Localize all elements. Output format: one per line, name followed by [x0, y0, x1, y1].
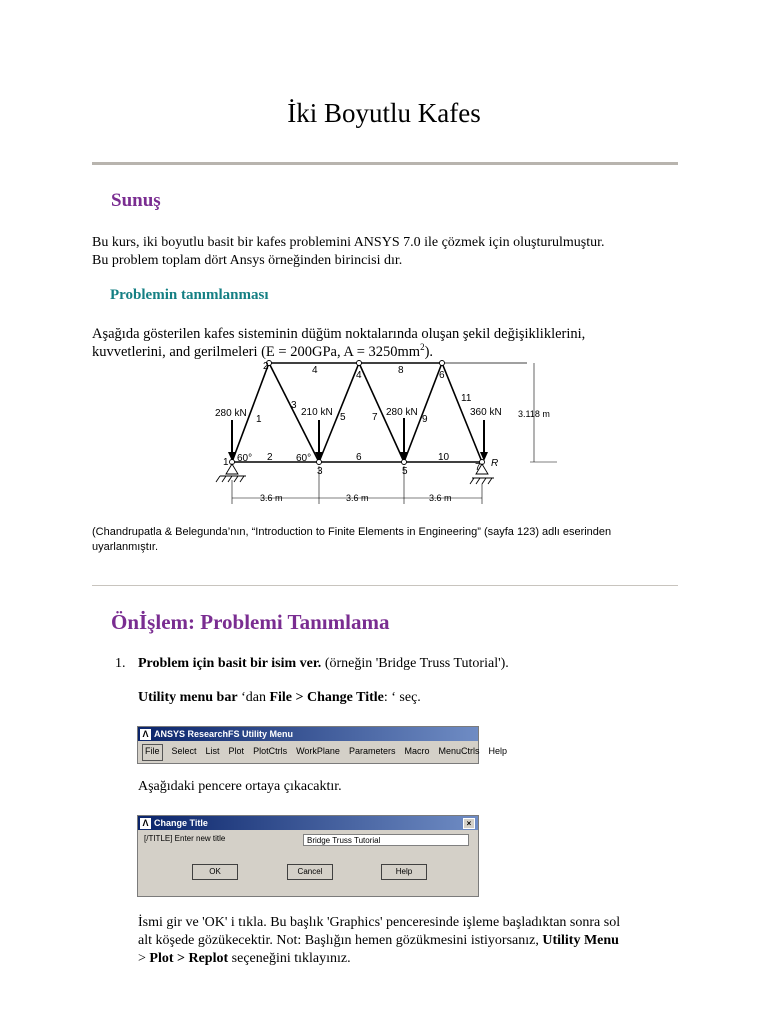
angle-label: 60° — [296, 453, 312, 464]
node-label: 5 — [402, 466, 408, 477]
node-label: 4 — [356, 370, 362, 381]
problem-description — [92, 325, 692, 361]
span-label: 3.6 m — [429, 493, 452, 503]
menu-item-list[interactable]: List — [205, 746, 220, 756]
span-label: 3.6 m — [346, 493, 369, 503]
utility-menu-bar-text: Utility menu bar — [138, 690, 238, 705]
desc-line-2: kuvvetlerini, and gerilmeleri (E = 200GPa, A = 3250mm — [92, 344, 421, 360]
menu-item-parameters[interactable]: Parameters — [348, 746, 396, 756]
ok-button[interactable]: OK — [192, 864, 238, 880]
final-plot-replot: Plot > Replot — [149, 951, 229, 966]
dialog-titlebar — [138, 816, 478, 830]
load-label: 280 kN — [386, 407, 418, 418]
element-label: 4 — [312, 365, 318, 376]
step-1 — [115, 655, 509, 673]
node-label: 6 — [439, 370, 445, 381]
section-heading-problem: Problemin tanımlanması — [110, 287, 269, 303]
element-label: 1 — [256, 414, 262, 425]
height-label: 3.118 m — [518, 409, 550, 419]
reaction-label: R — [491, 458, 499, 469]
element-label: 6 — [356, 452, 362, 463]
section-heading-onislem: Önİşlem: Problemi Tanımlama — [111, 610, 390, 634]
element-label: 11 — [461, 393, 472, 404]
element-label: 10 — [438, 452, 450, 463]
desc-line-1: Aşağıda gösterilen kafes sisteminin düğüm noktalarında oluşan şekil değişikliklerini, — [92, 326, 586, 342]
truss-diagram — [212, 358, 557, 510]
menu-item-file[interactable]: File — [142, 744, 163, 761]
node-label: 1 — [223, 457, 229, 468]
intro-line-1: Bu kurs, iki boyutlu basit bir kafes problemini ANSYS 7.0 ile çözmek için oluşturulmuştur. — [92, 235, 605, 250]
element-label: 5 — [340, 412, 346, 423]
menu-item-macro[interactable]: Macro — [404, 746, 430, 756]
utility-menu-screenshot — [137, 726, 508, 764]
step-rest: (örneğin 'Bridge Truss Tutorial'). — [321, 656, 509, 671]
menu-item-help[interactable]: Help — [488, 746, 508, 756]
step-bold: Problem için basit bir isim ver. — [138, 656, 322, 671]
final-utility-menu: Utility Menu — [542, 933, 619, 948]
ansys-logo-icon: Λ — [140, 818, 151, 829]
title-field-label: [/TITLE] Enter new title — [144, 834, 226, 843]
menu-item-plot[interactable]: Plot — [228, 746, 245, 756]
final-line-2: alt köşede gözükecektir. Not: Başlığın hemen gözükmesini istiyorsanız, — [138, 933, 543, 948]
figure-citation: (Chandrupatla & Belegunda’nın, “Introduction to Finite Elements in Engineering” (sayfa 123) adlı eserinden uyarlanmıştır. — [92, 526, 612, 553]
menu-item-select[interactable]: Select — [171, 746, 197, 756]
element-label: 9 — [422, 414, 428, 425]
node-label: 2 — [263, 361, 269, 372]
utility-end: : ‘ seç. — [383, 690, 421, 705]
final-instruction — [138, 914, 678, 968]
node-label: 3 — [317, 466, 323, 477]
menu-titlebar — [138, 727, 478, 741]
element-label: 2 — [267, 452, 273, 463]
page-title: İki Boyutlu Kafes — [287, 98, 481, 128]
node-label: 7 — [475, 462, 481, 473]
divider — [92, 585, 678, 586]
load-label: 210 kN — [301, 407, 333, 418]
desc-superscript: 2 — [420, 342, 425, 353]
divider — [92, 162, 678, 165]
final-line-3-post: seçeneğini tıklayınız. — [228, 951, 351, 966]
load-label: 360 kN — [470, 407, 502, 418]
cancel-button[interactable]: Cancel — [287, 864, 333, 880]
menu-window-title: ANSYS ResearchFS Utility Menu — [154, 729, 294, 739]
element-label: 7 — [372, 412, 378, 423]
change-title-path: File > Change Title — [269, 690, 384, 705]
utility-instruction — [138, 690, 421, 706]
element-label: 3 — [291, 400, 297, 411]
utility-mid: ‘dan — [237, 690, 270, 705]
element-label: 8 — [398, 365, 404, 376]
span-label: 3.6 m — [260, 493, 283, 503]
intro-paragraph — [92, 234, 692, 270]
window-appears-text: Aşağıdaki pencere ortaya çıkacaktır. — [138, 779, 342, 794]
intro-line-2: Bu problem toplam dört Ansys örneğinden birincisi dır. — [92, 253, 403, 268]
help-button[interactable]: Help — [381, 864, 427, 880]
menu-item-menuctrls[interactable]: MenuCtrls — [438, 746, 480, 756]
menu-bar — [138, 741, 508, 761]
final-line-3-pre: > — [138, 951, 150, 966]
section-heading-sunus: Sunuş — [111, 190, 161, 211]
step-number: 1. — [115, 656, 126, 671]
angle-label: 60° — [237, 453, 253, 464]
change-title-dialog — [137, 815, 479, 897]
final-line-1: İsmi gir ve 'OK' i tıkla. Bu başlık 'Graphics' penceresinde işleme başladıktan sonra sol — [138, 915, 621, 930]
menu-item-workplane[interactable]: WorkPlane — [296, 746, 340, 756]
load-label: 280 kN — [215, 408, 247, 419]
close-icon[interactable]: × — [463, 818, 475, 829]
title-input[interactable]: Bridge Truss Tutorial — [303, 834, 469, 846]
dialog-title: Change Title — [154, 818, 208, 828]
menu-item-plotctrls[interactable]: PlotCtrls — [253, 746, 288, 756]
ansys-logo-icon: Λ — [140, 729, 151, 740]
desc-line-2-end: ). — [424, 344, 434, 360]
